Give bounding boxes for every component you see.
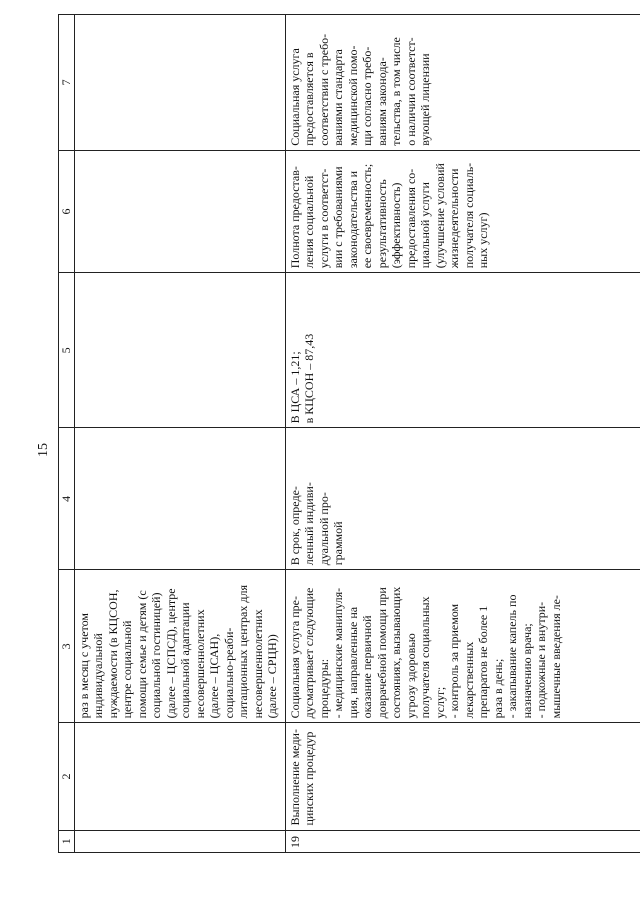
column-number-3: 3 [59,570,75,723]
cell-number [74,830,285,852]
cell-term: В срок, опреде- ленный индиви- дуальной про- граммой [285,428,640,570]
cell-term [74,428,285,570]
column-number-7: 7 [59,15,75,151]
cell-quality: Полнота предостав- ления социальной услуги в соответст- вии с требованиями законодательства и ее своевременность; результативность (эффективность) предоставления со- циальной услуги (улучшение условий жизнедеятельности получателя социаль- ных услуг) [285,150,640,272]
column-number-1: 1 [59,830,75,852]
column-number-2: 2 [59,723,75,830]
cell-service-name: Выполнение меди- цинских процедур [285,723,640,830]
cell-cost [74,273,285,428]
rotated-table-container [58,0,640,853]
table-row-19 [285,15,640,853]
column-number-5: 5 [59,273,75,428]
cell-description: Социальная услуга пре- дусматривает следующие процедуры: - медицинские манипуля- ция, направленные на оказание первичной доврачебной помощи при состояниях, вызывающих угрозу здоровью получателя социальных услуг; - контроль за приемом лекарственных препаратов не более 1 раза в день; - закапывание капель по назначению врача; - подкожные и внутри- мышечные введения ле- [285,570,640,723]
cell-service-name [74,723,285,830]
cell-conditions: Социальная услуга предоставляется в соответствии с требо- ваниями стандарта медицинской помо- щи согласно требо- ваниям законода- тельства, в том числе о наличии соответст- вующей лицензии [285,15,640,151]
column-number-6: 6 [59,150,75,272]
column-number-4: 4 [59,428,75,570]
services-table [58,14,640,853]
table-row-continued [74,15,285,853]
cell-description: раз в месяц с учетом индивидуальной нуждаемости (в КЦСОН, центре социальной помощи семье и детям (с социальной гостиницей) (далее – ЦСПСД), центре социальной адаптации несовершеннолетних (далее – ЦСАН), социально-реаби- литационных центрах для несовершеннолетних (далее – СРЦН)) [74,570,285,723]
cell-cost: В ЦСА – 1,21; в КЦСОН – 87,43 [285,273,640,428]
cell-conditions [74,15,285,151]
header-row [59,15,75,853]
page-number: 15 [36,443,51,457]
cell-number: 19 [285,830,640,852]
cell-quality [74,150,285,272]
